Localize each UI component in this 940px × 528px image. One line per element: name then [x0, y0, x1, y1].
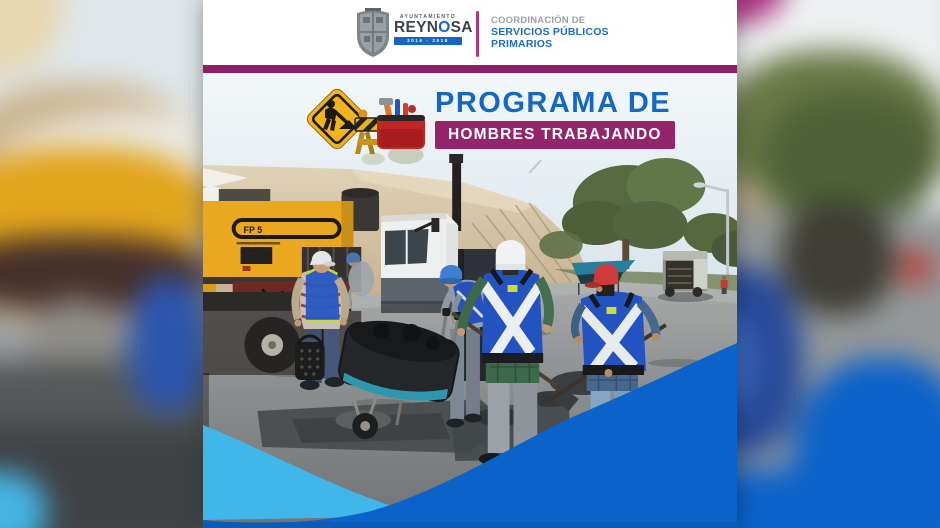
exhaust-stack — [452, 159, 461, 231]
distant-truck — [658, 251, 713, 302]
blur-blob — [128, 277, 206, 412]
coordination-line2: SERVICIOS PÚBLICOS — [491, 26, 609, 38]
truck-model-label: FP 5 — [243, 224, 263, 236]
coordination-title — [491, 16, 609, 50]
basket — [295, 336, 325, 380]
logo-blue-o: O — [438, 19, 451, 36]
post-card — [203, 0, 737, 528]
bottom-band — [203, 522, 737, 528]
blurred-background-left — [0, 0, 206, 528]
blur-blob — [781, 201, 894, 314]
blur-blob-group — [0, 0, 206, 528]
magenta-rule — [203, 65, 737, 73]
logo-text-part: REYN — [394, 19, 439, 36]
toolbox — [377, 98, 425, 149]
logo-years-bar: 2016 - 2018 — [394, 37, 462, 45]
blur-blob — [734, 469, 940, 528]
program-title-line1: PROGRAMA DE — [435, 87, 672, 119]
coordination-line3: PRIMARIOS — [491, 38, 553, 50]
blurred-background-right — [734, 0, 940, 528]
program-title-text — [435, 89, 675, 149]
header-bar — [203, 0, 737, 65]
reynosa-coat-of-arms — [355, 8, 391, 58]
photo-area — [203, 73, 737, 528]
logo-reynosa-wordmark — [394, 19, 473, 36]
coordination-line1: COORDINACIÓN DE — [491, 15, 586, 26]
men-at-work-sign-icon — [299, 81, 431, 157]
blur-blob-group — [734, 0, 940, 528]
program-title — [299, 81, 675, 157]
blur-blob — [900, 250, 932, 285]
logo-text-part: SA — [450, 19, 473, 36]
program-title-banner: HOMBRES TRABAJANDO — [435, 121, 675, 149]
logo-ayuntamiento-label: AYUNTAMIENTO — [399, 14, 457, 20]
reynosa-logo — [394, 14, 473, 45]
header-divider — [476, 11, 479, 57]
